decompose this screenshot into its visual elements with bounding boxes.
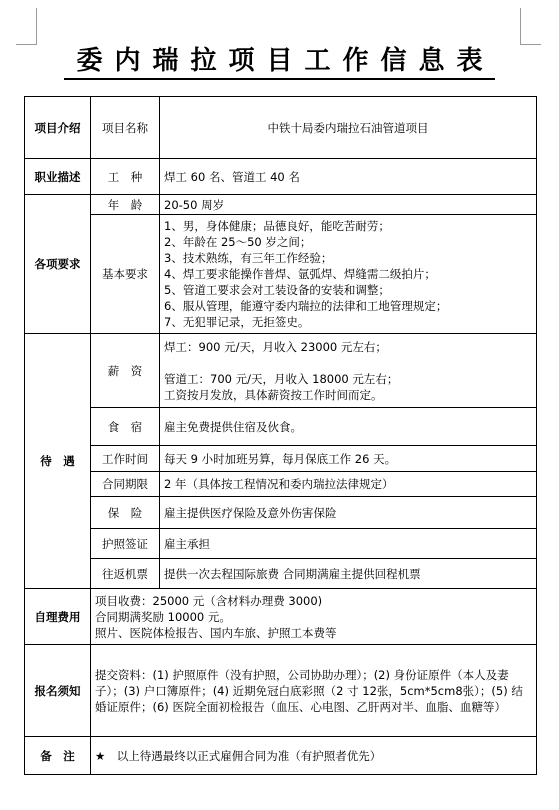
basic-requirement-line: 6、服从管理，能遵守委内瑞拉的法律和工地管理规定；	[164, 299, 448, 313]
row-self-paid-fees	[25, 589, 537, 645]
row-visa	[25, 529, 537, 559]
row-contract-term	[25, 472, 537, 497]
row-lodging	[25, 408, 537, 446]
value-age: 20-50 周岁	[160, 195, 537, 215]
row-work-hours	[25, 446, 537, 472]
value-project-name: 中铁十局委内瑞拉石油管道项目	[160, 97, 537, 159]
label-age: 年 龄	[91, 195, 160, 215]
label-job-type: 工 种	[91, 159, 160, 195]
basic-requirement-line: 1、男，身体健康；品德良好，能吃苦耐劳；	[164, 219, 390, 233]
row-project-intro	[25, 97, 537, 159]
document-title: 委内瑞拉项目工作信息表	[64, 46, 494, 80]
value-insurance: 雇主提供医疗保险及意外伤害保险	[160, 497, 537, 529]
value-basic-requirements	[160, 215, 537, 334]
salary-line: 工资按月发放，具体薪资按工作时间而定。	[164, 387, 383, 402]
value-tickets: 提供一次去程国际旅费 合同期满雇主提供回程机票	[160, 559, 537, 589]
value-self-paid-fees	[91, 589, 537, 645]
label-insurance: 保 险	[91, 497, 160, 529]
label-project-name: 项目名称	[91, 97, 160, 159]
label-salary: 薪 资	[91, 334, 160, 408]
row-insurance	[25, 497, 537, 529]
label-self-paid-fees: 自理费用	[25, 589, 91, 645]
label-contract-term: 合同期限	[91, 472, 160, 497]
salary-line-spacer	[164, 355, 532, 371]
row-signup-notes	[25, 645, 537, 737]
value-salary	[160, 334, 537, 408]
label-basic-requirements: 基本要求	[91, 215, 160, 334]
row-age	[25, 195, 537, 215]
value-job-type: 焊工 60 名、管道工 40 名	[160, 159, 537, 195]
row-job-description	[25, 159, 537, 195]
value-visa: 雇主承担	[160, 529, 537, 559]
basic-requirement-line: 3、技术熟练，有三年工作经验；	[164, 251, 333, 265]
value-signup-notes	[91, 645, 537, 737]
document-title-wrapper	[0, 40, 559, 77]
label-signup-notes: 报名须知	[25, 645, 91, 737]
row-remarks	[25, 737, 537, 775]
label-lodging: 食 宿	[91, 408, 160, 446]
value-work-hours: 每天 9 小时加班另算，每月保底工作 26 天。	[160, 446, 537, 472]
label-visa: 护照签证	[91, 529, 160, 559]
label-remarks: 备 注	[25, 737, 91, 775]
row-salary	[25, 334, 537, 408]
row-basic-requirements	[25, 215, 537, 334]
label-requirements: 各项要求	[25, 195, 91, 334]
basic-requirement-line: 7、无犯罪记录，无拒签史。	[164, 315, 310, 329]
row-tickets	[25, 559, 537, 589]
basic-requirement-line: 5、管道工要求会对工装设备的安装和调整；	[164, 283, 390, 297]
basic-requirement-line: 4、焊工要求能操作普焊、氩弧焊、焊缝需二级拍片；	[164, 267, 436, 281]
value-lodging: 雇主免费提供住宿及伙食。	[160, 408, 537, 446]
label-job-description: 职业描述	[25, 159, 91, 195]
label-tickets: 往返机票	[91, 559, 160, 589]
value-contract-term: 2 年（具体按工程情况和委内瑞拉法律规定）	[160, 472, 537, 497]
fee-line: 照片、医院体检报告、国内车旅、护照工本费等	[95, 625, 337, 640]
signup-notes-text: 提交资料：(1) 护照原件（没有护照，公司协助办理）；(2) 身份证原件（本人及妻子）；(3) 户口簿原件；(4) 近期免冠白底彩照（2 寸 12张，5cm*5cm8张）；(5) 结婚证原件；(6) 医院全面初检报告（血压、心电图、乙肝两对半、血脂、血糖等）	[95, 667, 523, 714]
fee-line: 合同期满奖励 10000 元。	[95, 609, 231, 624]
label-work-hours: 工作时间	[91, 446, 160, 472]
fee-line: 项目收费：25000 元（含材料办理费 3000)	[95, 593, 323, 608]
info-table	[24, 96, 537, 775]
salary-line: 管道工：700 元/天，月收入 18000 元左右；	[164, 371, 399, 386]
salary-line: 焊工：900 元/天，月收入 23000 元左右；	[164, 339, 387, 354]
label-treatment: 待 遇	[25, 334, 91, 589]
label-project-intro: 项目介绍	[25, 97, 91, 159]
basic-requirement-line: 2、年龄在 25～50 岁之间；	[164, 235, 312, 249]
value-remarks: ★ 以上待遇最终以正式雇佣合同为准（有护照者优先）	[91, 737, 537, 775]
